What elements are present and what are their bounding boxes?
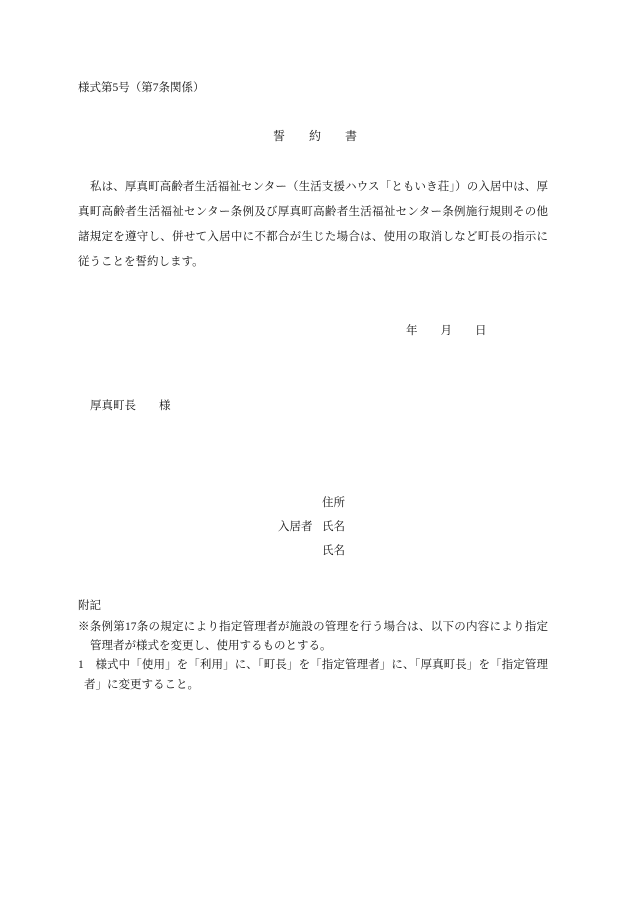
name-label-2: 氏名 bbox=[322, 545, 345, 557]
pledge-line-2: 真町高齢者生活福祉センター条例及び厚真町高齢者生活福祉センター条例施行規則その他 bbox=[78, 206, 548, 218]
name-label: 氏名 bbox=[322, 521, 345, 533]
pledge-line-3: 諸規定を遵守し、併せて入居中に不都合が生じた場合は、使用の取消しなど町長の指示に bbox=[78, 231, 548, 243]
pledge-line-1: 私は、厚真町高齢者生活福祉センター（生活支援ハウス「ともいき荘」）の入居中は、厚 bbox=[90, 181, 548, 193]
address-label: 住所 bbox=[322, 497, 345, 509]
pledge-line-4: 従うことを誓約します。 bbox=[78, 256, 204, 268]
addressee: 厚真町長 様 bbox=[90, 400, 171, 412]
note-line-1: ※条例第17条の規定により指定管理者が施設の管理を行う場合は、以下の内容により指定 bbox=[78, 621, 548, 633]
form-number: 様式第5号（第7条関係） bbox=[78, 82, 205, 94]
note-line-2: 管理者が様式を変更し、使用するものとする。 bbox=[90, 640, 332, 652]
applicant-role-label: 入居者 bbox=[278, 521, 313, 533]
note-item-line-2: 者」に変更すること。 bbox=[84, 679, 199, 691]
document-title: 誓 約 書 bbox=[272, 129, 357, 143]
supplementary-heading: 附記 bbox=[78, 600, 101, 612]
note-item-line-1: 1 様式中「使用」を「利用」に、「町長」を「指定管理者」に、「厚真町長」を「指定管理 bbox=[78, 659, 548, 671]
date-line: 年 月 日 bbox=[406, 325, 487, 337]
